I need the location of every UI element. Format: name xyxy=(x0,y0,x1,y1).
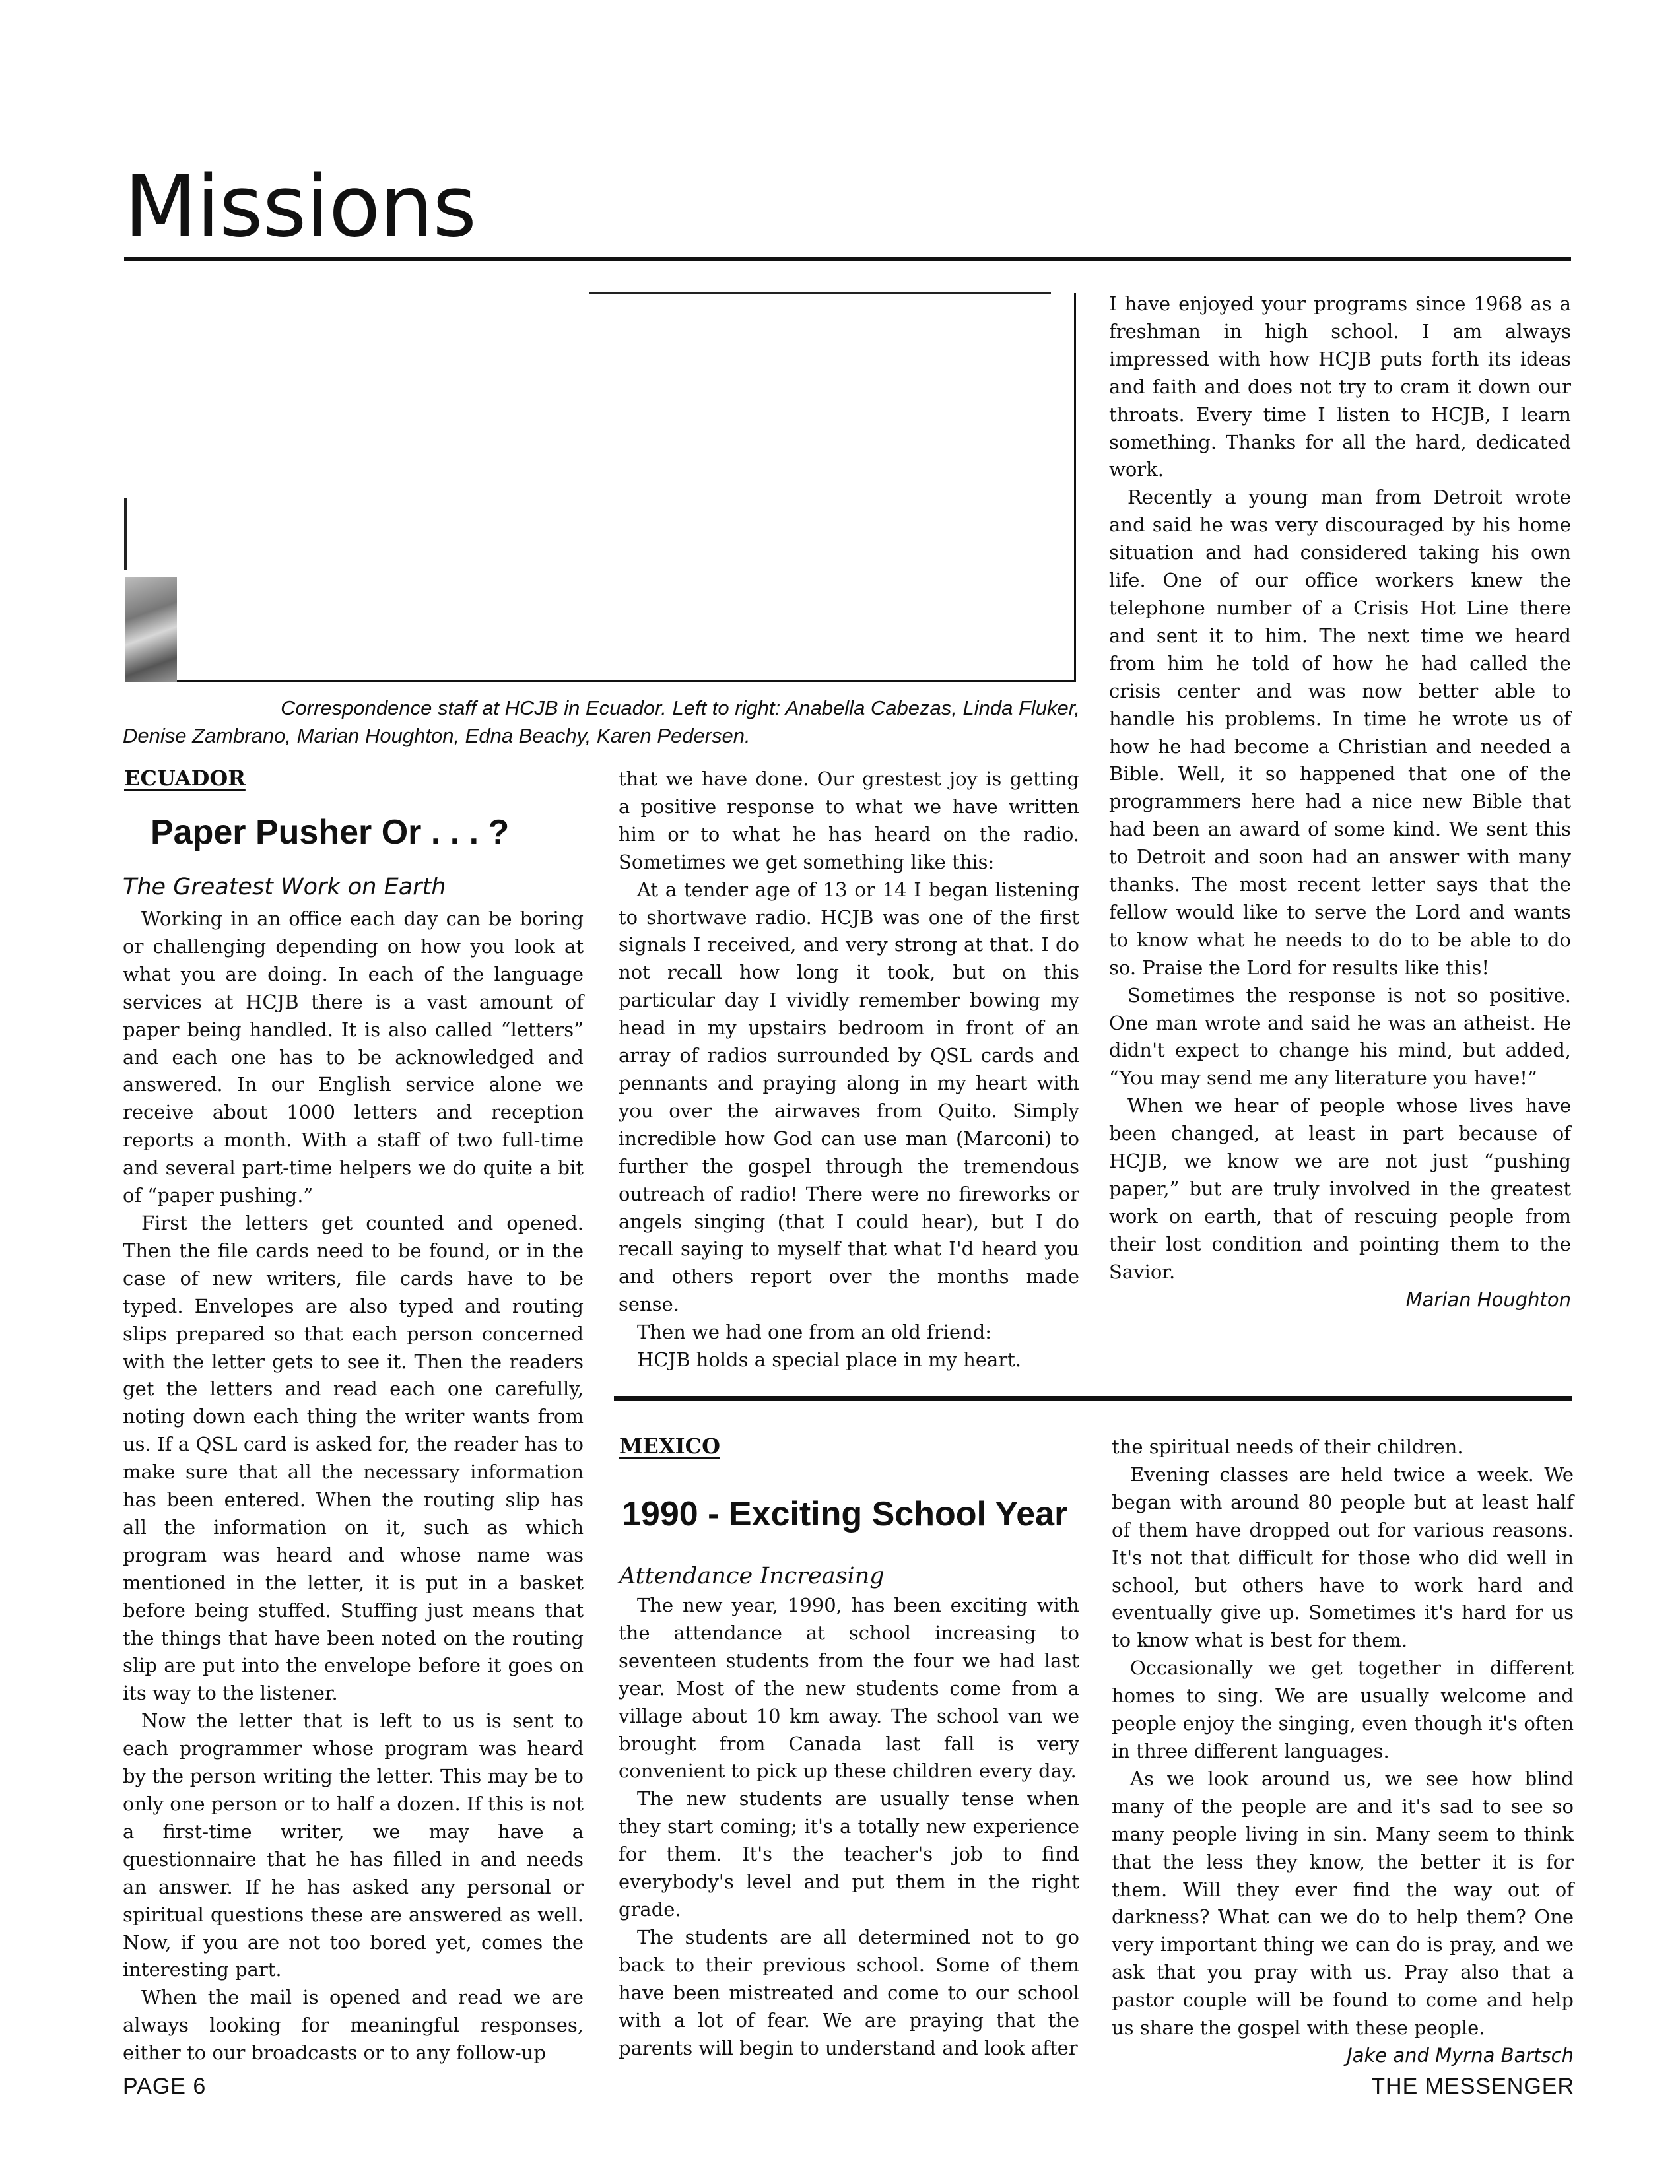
paragraph: The students are all determined not to go back to their previous school. Some of them have been mistreated and come to our school with a lot of fear. We are praying that the parents will begin to understand and look after xyxy=(619,1925,1079,2059)
byline: Marian Houghton xyxy=(1405,1288,1571,1311)
region-label-ecuador: ECUADOR xyxy=(124,766,246,791)
article-subhead: Attendance Increasing xyxy=(619,1563,885,1589)
article-subhead: The Greatest Work on Earth xyxy=(123,874,446,900)
caption-line: Denise Zambrano, Marian Houghton, Edna Beachy, Karen Pedersen. xyxy=(123,724,751,747)
paragraph: At a tender age of 13 or 14 I began listening to shortwave radio. HCJB was one of the first signals I received, and very strong at that. I do not recall how long it took, but on this particular day I vividly remember bowing my head in my upstairs bedroom in front of an array of radios surrounded by QSL cards and pennants and praying along in my heart with you over the airwaves from Quito. Simply incredible how God can use man (Marconi) to further the gospel through the tremendous outreach of radio! There were no fireworks or angels singing (that I could hear), but I do recall saying to myself that what I'd heard you and others report over the months made sense. xyxy=(619,878,1079,1316)
paragraph: Recently a young man from Detroit wrote and said he was very discouraged by his home situation and had considered taking his own life. One of our office workers knew the telephone number of a Crisis Hot Line there and sent it to him. The next time we heard from him he told of how he had called the crisis center and was now better able to handle his problems. In time he wrote us of how he had become a Christian and needed a Bible. Well, it so happened that one of the programmers here had a nice new Bible that had been an award of some kind. We sent this to Detroit and soon had an answer with many thanks. The most recent letter says that the fellow would like to serve the Lord and wants to know what he needs to do to be able to do so. Praise the Lord for results like this! xyxy=(1109,486,1571,979)
staff-photo xyxy=(127,293,1076,682)
top-rule xyxy=(124,257,1571,261)
paragraph: When we hear of people whose lives have been changed, at least in part because of HCJB, we know we are not just “pushing paper,” but are truly involved in the greatest work on earth, that of rescuing people from their lost condition and pointing them to the Savior. xyxy=(1109,1094,1571,1283)
paragraph: The new year, 1990, has been exciting with the attendance at school increasing to seventeen students from the four we had last year. Most of the new students come from a village about 10 km away. The school van we brought from Canada last fall is very convenient to pick up these children every day. xyxy=(619,1594,1079,1783)
mexico-column-2 xyxy=(1112,1434,1574,2070)
section-title: Missions xyxy=(124,158,477,256)
paragraph: The new students are usually tense when they start coming; it's a totally new experience for them. It's the teacher's job to find everybody's level and put them in the right grade. xyxy=(619,1787,1079,1921)
paragraph: First the letters get counted and opened. Then the file cards need to be found, or in the case of new writers, file cards have to be typed. Envelopes are also typed and routing slips prepared so that each person concerned with the letter gets to see it. Then the readers get the letters and read each one carefully, noting down each thing the writer wants from us. If a QSL card is asked for, the reader has to make sure that all the necessary information has been entered. When the routing slip has all the information on it, such as which program was heard and whose name was mentioned in the letter, it is put in a basket before being stuffed. Stuffing just means that the things that have been noted on the routing slip are put into the envelope before it goes on its way to the listener. xyxy=(123,1211,584,1705)
paragraph: that we have done. Our grestest joy is getting a positive response to what we have written him or to what he has heard on the radio. Sometimes we get something like this: xyxy=(619,768,1079,873)
paragraph: I have enjoyed your programs since 1968 as a freshman in high school. I am always impressed with how HCJB puts forth its ideas and faith and does not try to cram it down our throats. Every time I listen to HCJB, I learn something. Thanks for all the hard, dedicated work. xyxy=(1109,292,1571,481)
ecuador-column-2 xyxy=(619,766,1079,1374)
paragraph: HCJB holds a special place in my heart. xyxy=(637,1348,1022,1372)
paragraph: Sometimes the response is not so positive. One man wrote and said he was an atheist. He didn't expect to change his mind, but added, “You may send me any literature you have!” xyxy=(1109,983,1571,1090)
photo-fragment xyxy=(125,577,177,682)
paragraph: the spiritual needs of their children. xyxy=(1112,1436,1463,1458)
photo-edge xyxy=(589,292,1051,294)
byline: Jake and Myrna Bartsch xyxy=(1347,2043,1574,2067)
publication-name: THE MESSENGER xyxy=(1371,2074,1574,2099)
paragraph: Then we had one from an old friend: xyxy=(637,1321,992,1344)
page-number: PAGE 6 xyxy=(123,2074,207,2099)
paragraph: Evening classes are held twice a week. We began with around 80 people but at least half of them have dropped out for various reasons. It's not that difficult for those who did well in school, but others have to work hard and eventually give up. Sometimes it's hard for us to know what is best for them. xyxy=(1112,1463,1574,1652)
mexico-column-1 xyxy=(619,1592,1079,2062)
ecuador-column-3 xyxy=(1109,290,1571,1314)
paragraph: Working in an office each day can be boring or challenging depending on how you look at what you are doing. In each of the language services at HCJB there is a vast amount of paper being handled. It is also called “letters” and each one has to be acknowledged and answered. In our English service alone we receive about 1000 letters and reception reports a month. With a staff of two full-time and several part-time helpers we do quite a bit of “paper pushing.” xyxy=(123,908,584,1207)
photo-caption xyxy=(123,694,1080,750)
region-label-mexico: MEXICO xyxy=(619,1434,720,1459)
paragraph: When the mail is opened and read we are always looking for meaningful responses, either to our broadcasts or to any follow-up xyxy=(123,1986,584,2065)
article-headline: 1990 - Exciting School Year xyxy=(622,1495,1068,1533)
photo-edge xyxy=(124,498,127,570)
paragraph: As we look around us, we see how blind many of the people are and it's sad to see so many people living in sin. Many seem to think that the less they know, the better it is for them. Will they ever find the way out of darkness? What can we do to help them? One very important thing we can do is pray, and we ask that you pray with us. Pray also that a pastor couple will be found to come and help us share the gospel with these people. xyxy=(1112,1767,1574,2039)
section-divider xyxy=(614,1396,1572,1401)
paragraph: Occasionally we get together in different homes to sing. We are usually welcome and people enjoy the singing, even though it's often in three different languages. xyxy=(1112,1657,1574,1762)
caption-line: Correspondence staff at HCJB in Ecuador. Left to right: Anabella Cabezas, Linda Fluker, xyxy=(281,696,1080,719)
ecuador-column-1 xyxy=(123,906,584,2067)
article-headline: Paper Pusher Or . . . ? xyxy=(151,813,510,851)
paragraph: Now the letter that is left to us is sent to each programmer whose program was heard by the person writing the letter. This may be to only one person or to half a dozen. If this is not a first-time writer, we may have a questionnaire that he has filled in and needs an answer. If he has asked any personal or spiritual questions these are answered as well. Now, if you are not too bored yet, comes the interesting part. xyxy=(123,1709,584,1981)
